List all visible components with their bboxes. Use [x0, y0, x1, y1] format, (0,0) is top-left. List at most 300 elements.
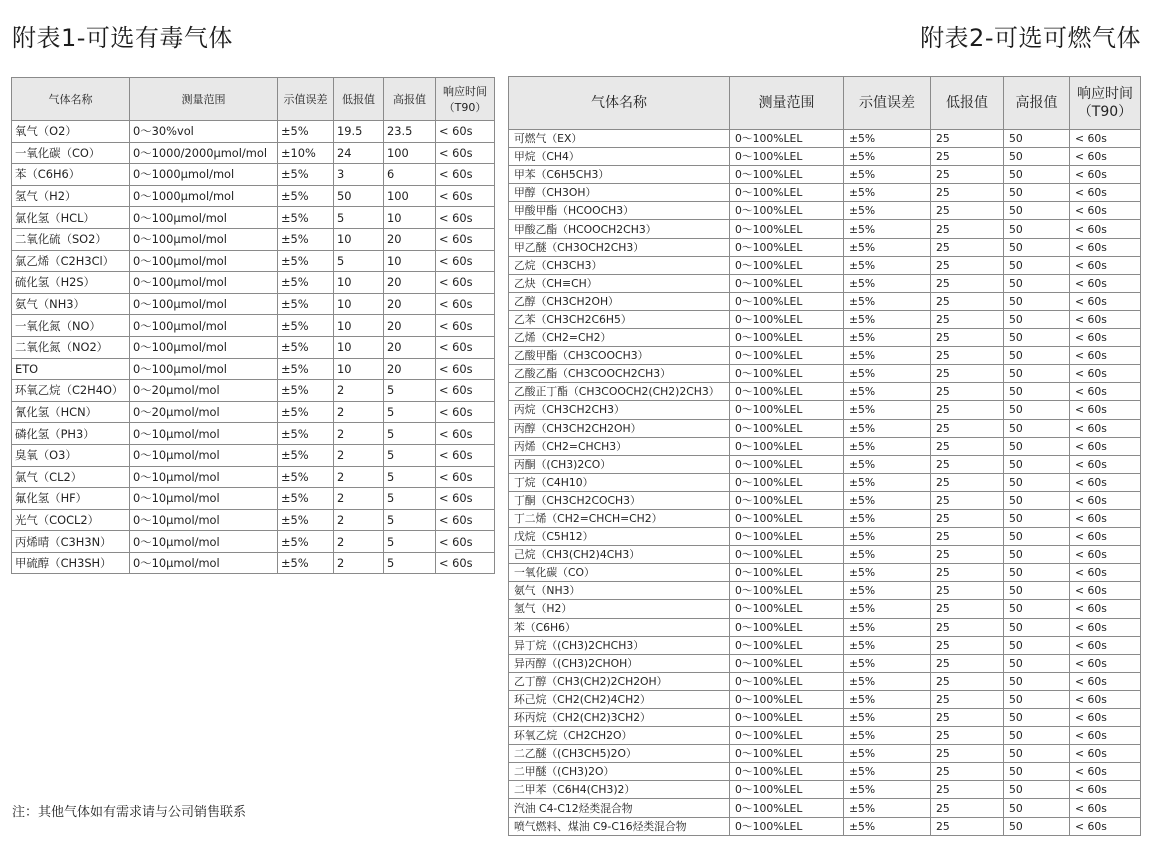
- table-cell: 0～100%LEL: [730, 401, 844, 419]
- table-row: [12, 444, 495, 466]
- table-cell: 2: [334, 380, 384, 402]
- table-cell: 0～10μmol/mol: [130, 552, 278, 574]
- table-cell: 0～100%LEL: [730, 383, 844, 401]
- table-cell: 50: [1004, 148, 1070, 166]
- table-cell: 25: [931, 274, 1004, 292]
- table-cell: 50: [1004, 799, 1070, 817]
- table-cell: 25: [931, 365, 1004, 383]
- table-row: [509, 130, 1141, 148]
- table-row: [509, 274, 1141, 292]
- column-header: 低报值: [334, 78, 384, 121]
- table-row: [509, 672, 1141, 690]
- table-cell: 2: [334, 401, 384, 423]
- table-cell: 0～100%LEL: [730, 310, 844, 328]
- table-cell: 0～100%LEL: [730, 799, 844, 817]
- table-cell: 氰化氢（HCN）: [12, 401, 130, 423]
- table-cell: 50: [1004, 365, 1070, 383]
- table-cell: ±5%: [844, 654, 931, 672]
- table-cell: 50: [1004, 491, 1070, 509]
- table-cell: < 60s: [1070, 727, 1141, 745]
- table-row: [12, 142, 495, 164]
- table-cell: < 60s: [1070, 546, 1141, 564]
- table-cell: ±5%: [844, 455, 931, 473]
- table-cell: < 60s: [1070, 383, 1141, 401]
- table-row: [509, 238, 1141, 256]
- table-cell: 50: [1004, 546, 1070, 564]
- table-cell: ±5%: [844, 799, 931, 817]
- table-cell: 0～20μmol/mol: [130, 380, 278, 402]
- table-cell: ±5%: [844, 636, 931, 654]
- table-cell: 一氧化氮（NO）: [12, 315, 130, 337]
- table-cell: 25: [931, 455, 1004, 473]
- table-cell: 50: [1004, 528, 1070, 546]
- table-cell: ±5%: [844, 745, 931, 763]
- table-cell: < 60s: [1070, 292, 1141, 310]
- column-header: 高报值: [1004, 77, 1070, 130]
- table-cell: 硫化氢（H2S）: [12, 272, 130, 294]
- table-cell: 23.5: [384, 121, 436, 143]
- table-row: [509, 618, 1141, 636]
- table-row: [509, 654, 1141, 672]
- table-cell: 0～1000/2000μmol/mol: [130, 142, 278, 164]
- table-cell: 2: [334, 423, 384, 445]
- table-cell: < 60s: [1070, 166, 1141, 184]
- table-cell: 50: [1004, 745, 1070, 763]
- table-cell: < 60s: [436, 488, 495, 510]
- table-cell: 5: [384, 509, 436, 531]
- table-cell: 25: [931, 202, 1004, 220]
- table-cell: 0～100%LEL: [730, 419, 844, 437]
- table-row: [12, 185, 495, 207]
- table-cell: < 60s: [436, 531, 495, 553]
- table-cell: ±5%: [278, 552, 334, 574]
- table-row: [12, 509, 495, 531]
- table-cell: 5: [384, 444, 436, 466]
- column-header: 示值误差: [278, 78, 334, 121]
- table-cell: 25: [931, 546, 1004, 564]
- table-cell: < 60s: [436, 401, 495, 423]
- table-cell: 0～100%LEL: [730, 781, 844, 799]
- table-cell: 0～100%LEL: [730, 130, 844, 148]
- table-cell: 5: [384, 531, 436, 553]
- table-cell: 10: [334, 336, 384, 358]
- table-cell: 50: [1004, 582, 1070, 600]
- table-cell: 0～100%LEL: [730, 618, 844, 636]
- table-cell: 戊烷（C5H12）: [509, 528, 730, 546]
- table-cell: 己烷（CH3(CH2)4CH3）: [509, 546, 730, 564]
- table-cell: 磷化氢（PH3）: [12, 423, 130, 445]
- table-cell: ±5%: [844, 528, 931, 546]
- table-cell: 25: [931, 654, 1004, 672]
- table-cell: 20: [384, 272, 436, 294]
- table-cell: 50: [1004, 564, 1070, 582]
- table-cell: 5: [384, 552, 436, 574]
- table-cell: 氨气（NH3）: [509, 582, 730, 600]
- column-header: 高报值: [384, 78, 436, 121]
- table-cell: 25: [931, 763, 1004, 781]
- table-cell: 乙烷（CH3CH3）: [509, 256, 730, 274]
- table-cell: 50: [1004, 184, 1070, 202]
- table-cell: 乙炔（CH≡CH）: [509, 274, 730, 292]
- table-cell: 10: [384, 250, 436, 272]
- table-cell: 50: [1004, 274, 1070, 292]
- table-cell: 甲苯（C6H5CH3）: [509, 166, 730, 184]
- table-cell: ±5%: [844, 817, 931, 835]
- table-cell: ±5%: [278, 164, 334, 186]
- table-cell: < 60s: [1070, 365, 1141, 383]
- table-cell: 25: [931, 130, 1004, 148]
- table-cell: 甲酸乙酯（HCOOCH2CH3）: [509, 220, 730, 238]
- table-cell: < 60s: [436, 164, 495, 186]
- table-cell: 0～100%LEL: [730, 564, 844, 582]
- table-cell: 0～100%LEL: [730, 329, 844, 347]
- table-cell: 25: [931, 491, 1004, 509]
- table-cell: 0～100%LEL: [730, 274, 844, 292]
- table-cell: < 60s: [436, 207, 495, 229]
- table-cell: < 60s: [1070, 618, 1141, 636]
- table-cell: < 60s: [1070, 256, 1141, 274]
- table-row: [509, 636, 1141, 654]
- table-cell: 苯（C6H6）: [12, 164, 130, 186]
- table-cell: 丙醇（CH3CH2CH2OH）: [509, 419, 730, 437]
- table-cell: 乙醇（CH3CH2OH）: [509, 292, 730, 310]
- table-cell: 25: [931, 347, 1004, 365]
- table-cell: 氯乙烯（C2H3Cl）: [12, 250, 130, 272]
- table-cell: < 60s: [1070, 817, 1141, 835]
- table-cell: 环己烷（CH2(CH2)4CH2）: [509, 690, 730, 708]
- table-cell: 二甲醚（(CH3)2O）: [509, 763, 730, 781]
- table-cell: 0～100%LEL: [730, 256, 844, 274]
- table-cell: 0～100%LEL: [730, 672, 844, 690]
- table-cell: 2: [334, 531, 384, 553]
- table-cell: 25: [931, 401, 1004, 419]
- table-cell: 25: [931, 582, 1004, 600]
- table-cell: 喷气燃料、煤油 C9-C16烃类混合物: [509, 817, 730, 835]
- table-cell: 氢气（H2）: [509, 600, 730, 618]
- column-header: 气体名称: [509, 77, 730, 130]
- table-cell: 25: [931, 329, 1004, 347]
- table-cell: 环氧乙烷（CH2CH2O）: [509, 727, 730, 745]
- table-cell: ±5%: [844, 709, 931, 727]
- table-cell: ±5%: [844, 509, 931, 527]
- table-cell: < 60s: [1070, 781, 1141, 799]
- table-row: [509, 166, 1141, 184]
- table-cell: 25: [931, 745, 1004, 763]
- table-cell: 10: [334, 358, 384, 380]
- table-cell: ±5%: [278, 466, 334, 488]
- column-header: 测量范围: [730, 77, 844, 130]
- table-cell: 光气（COCL2）: [12, 509, 130, 531]
- table-cell: 100: [384, 185, 436, 207]
- table-cell: < 60s: [1070, 582, 1141, 600]
- table-cell: ±5%: [278, 315, 334, 337]
- table-cell: 环丙烷（CH2(CH2)3CH2）: [509, 709, 730, 727]
- table-cell: 0～1000μmol/mol: [130, 164, 278, 186]
- table-cell: ±5%: [278, 509, 334, 531]
- table-cell: ±5%: [844, 437, 931, 455]
- table-row: [509, 437, 1141, 455]
- table-cell: 6: [384, 164, 436, 186]
- table-cell: < 60s: [1070, 184, 1141, 202]
- table-cell: 50: [1004, 690, 1070, 708]
- table-cell: ±5%: [844, 329, 931, 347]
- table-cell: < 60s: [1070, 419, 1141, 437]
- table-cell: < 60s: [436, 185, 495, 207]
- table-cell: < 60s: [436, 293, 495, 315]
- table-row: [509, 310, 1141, 328]
- table-cell: 甲酸甲酯（HCOOCH3）: [509, 202, 730, 220]
- table-cell: 25: [931, 419, 1004, 437]
- table-cell: 丁二烯（CH2=CHCH=CH2）: [509, 509, 730, 527]
- table-cell: 0～100%LEL: [730, 292, 844, 310]
- table-cell: 100: [384, 142, 436, 164]
- table-cell: ±5%: [844, 310, 931, 328]
- table-cell: 乙酸甲酯（CH3COOCH3）: [509, 347, 730, 365]
- table-row: [12, 358, 495, 380]
- toxic-gas-table: [11, 77, 495, 574]
- table-cell: 25: [931, 618, 1004, 636]
- table-row: [509, 329, 1141, 347]
- table-cell: ±10%: [278, 142, 334, 164]
- table-cell: 0～100%LEL: [730, 528, 844, 546]
- table-cell: 0～100%LEL: [730, 437, 844, 455]
- table-cell: ±5%: [844, 582, 931, 600]
- table-cell: 25: [931, 238, 1004, 256]
- table-cell: 0～100%LEL: [730, 600, 844, 618]
- table-cell: 0～100%LEL: [730, 473, 844, 491]
- table-row: [509, 582, 1141, 600]
- table-cell: ±5%: [844, 672, 931, 690]
- table-cell: 0～100%LEL: [730, 817, 844, 835]
- table-row: [509, 745, 1141, 763]
- table-row: [509, 419, 1141, 437]
- table-cell: 20: [384, 293, 436, 315]
- table-cell: 乙丁醇（CH3(CH2)2CH2OH）: [509, 672, 730, 690]
- table-cell: 0～10μmol/mol: [130, 509, 278, 531]
- table-cell: < 60s: [1070, 202, 1141, 220]
- table1-title: 附表1-可选有毒气体: [12, 24, 233, 52]
- table-cell: 丙酮（(CH3)2CO）: [509, 455, 730, 473]
- table-cell: 苯（C6H6）: [509, 618, 730, 636]
- table-cell: 0～100μmol/mol: [130, 315, 278, 337]
- table-cell: ±5%: [844, 365, 931, 383]
- table-row: [509, 546, 1141, 564]
- table-cell: ±5%: [844, 781, 931, 799]
- table-row: [12, 401, 495, 423]
- table-cell: 0～100%LEL: [730, 654, 844, 672]
- table-row: [12, 272, 495, 294]
- table-row: [509, 528, 1141, 546]
- table-row: [12, 228, 495, 250]
- table-cell: 25: [931, 528, 1004, 546]
- table-cell: 20: [384, 315, 436, 337]
- table-cell: ±5%: [844, 238, 931, 256]
- table-cell: 二甲苯（C6H4(CH3)2）: [509, 781, 730, 799]
- table-cell: 丙烯晴（C3H3N）: [12, 531, 130, 553]
- table-cell: 环氧乙烷（C2H4O）: [12, 380, 130, 402]
- column-header: 示值误差: [844, 77, 931, 130]
- table-cell: 50: [1004, 455, 1070, 473]
- table-cell: 乙酸正丁酯（CH3COOCH2(CH2)2CH3）: [509, 383, 730, 401]
- table-cell: ±5%: [278, 207, 334, 229]
- table-cell: 50: [1004, 383, 1070, 401]
- table-cell: 丙烯（CH2=CHCH3）: [509, 437, 730, 455]
- table-cell: ±5%: [844, 727, 931, 745]
- table-cell: < 60s: [436, 336, 495, 358]
- table-cell: 50: [1004, 509, 1070, 527]
- table-cell: < 60s: [1070, 130, 1141, 148]
- table-cell: 50: [1004, 130, 1070, 148]
- table-cell: ±5%: [844, 184, 931, 202]
- table-cell: 50: [1004, 636, 1070, 654]
- table-cell: 25: [931, 781, 1004, 799]
- table-row: [12, 423, 495, 445]
- table-row: [509, 455, 1141, 473]
- footnote: 注：其他气体如有需求请与公司销售联系: [12, 805, 247, 820]
- table-cell: ±5%: [278, 380, 334, 402]
- table-cell: ±5%: [278, 401, 334, 423]
- table-cell: < 60s: [1070, 564, 1141, 582]
- table-cell: 甲硫醇（CH3SH）: [12, 552, 130, 574]
- table-cell: 10: [334, 293, 384, 315]
- table-cell: 50: [1004, 672, 1070, 690]
- table-cell: 氟化氢（HF）: [12, 488, 130, 510]
- table-cell: ±5%: [844, 564, 931, 582]
- table-cell: 可燃气（EX）: [509, 130, 730, 148]
- table-row: [509, 491, 1141, 509]
- table-cell: 5: [384, 466, 436, 488]
- table-cell: 25: [931, 564, 1004, 582]
- table-cell: ±5%: [278, 444, 334, 466]
- table-row: [12, 380, 495, 402]
- table-cell: 0～100μmol/mol: [130, 207, 278, 229]
- table-cell: ±5%: [278, 531, 334, 553]
- table-cell: < 60s: [436, 509, 495, 531]
- table-cell: 0～100%LEL: [730, 184, 844, 202]
- table-cell: ±5%: [278, 423, 334, 445]
- table-cell: < 60s: [436, 315, 495, 337]
- table-cell: 25: [931, 636, 1004, 654]
- table-cell: < 60s: [436, 142, 495, 164]
- table-cell: ±5%: [844, 202, 931, 220]
- table-cell: 0～100%LEL: [730, 582, 844, 600]
- table-cell: 19.5: [334, 121, 384, 143]
- table-cell: 50: [1004, 709, 1070, 727]
- table-cell: < 60s: [1070, 329, 1141, 347]
- column-header: 气体名称: [12, 78, 130, 121]
- table-cell: 0～100μmol/mol: [130, 250, 278, 272]
- table-cell: < 60s: [1070, 509, 1141, 527]
- table-cell: 20: [384, 336, 436, 358]
- table-cell: 25: [931, 600, 1004, 618]
- table-cell: 0～100%LEL: [730, 347, 844, 365]
- table-cell: 0～100%LEL: [730, 202, 844, 220]
- table-cell: 50: [1004, 817, 1070, 835]
- table-cell: 0～100μmol/mol: [130, 336, 278, 358]
- table-row: [509, 365, 1141, 383]
- table-cell: < 60s: [436, 423, 495, 445]
- column-header: 测量范围: [130, 78, 278, 121]
- table-cell: < 60s: [436, 228, 495, 250]
- table-cell: 甲烷（CH4）: [509, 148, 730, 166]
- table-cell: < 60s: [1070, 347, 1141, 365]
- table-cell: ±5%: [844, 274, 931, 292]
- table-cell: < 60s: [1070, 220, 1141, 238]
- table-cell: ±5%: [844, 618, 931, 636]
- table-cell: 50: [1004, 202, 1070, 220]
- table-cell: 0～100%LEL: [730, 546, 844, 564]
- table-cell: 0～100%LEL: [730, 166, 844, 184]
- table-cell: < 60s: [436, 466, 495, 488]
- table-cell: 0～30%vol: [130, 121, 278, 143]
- table-cell: ±5%: [844, 401, 931, 419]
- table-cell: < 60s: [1070, 455, 1141, 473]
- table-cell: 5: [384, 423, 436, 445]
- table-cell: 氯化氢（HCL）: [12, 207, 130, 229]
- table-cell: 2: [334, 552, 384, 574]
- table-cell: 二氧化氮（NO2）: [12, 336, 130, 358]
- table-cell: < 60s: [436, 552, 495, 574]
- table-cell: 0～100%LEL: [730, 509, 844, 527]
- table-cell: 25: [931, 383, 1004, 401]
- table-cell: 25: [931, 817, 1004, 835]
- table-cell: 50: [1004, 401, 1070, 419]
- table-cell: 50: [1004, 654, 1070, 672]
- table-cell: 5: [384, 380, 436, 402]
- table-cell: 0～100μmol/mol: [130, 272, 278, 294]
- table-cell: 50: [1004, 437, 1070, 455]
- table-cell: 0～1000μmol/mol: [130, 185, 278, 207]
- table-row: [509, 347, 1141, 365]
- table-cell: < 60s: [436, 380, 495, 402]
- column-header: 低报值: [931, 77, 1004, 130]
- table-row: [12, 250, 495, 272]
- table-cell: ±5%: [278, 358, 334, 380]
- table-cell: 50: [1004, 419, 1070, 437]
- table-cell: < 60s: [1070, 672, 1141, 690]
- table-row: [509, 509, 1141, 527]
- table-cell: 一氧化碳（CO）: [509, 564, 730, 582]
- table-cell: 5: [334, 207, 384, 229]
- table-cell: 25: [931, 672, 1004, 690]
- table-cell: 0～100%LEL: [730, 727, 844, 745]
- table-cell: 50: [1004, 347, 1070, 365]
- table-cell: 25: [931, 166, 1004, 184]
- table-row: [12, 293, 495, 315]
- table-row: [12, 336, 495, 358]
- combustible-gas-table: [508, 76, 1141, 836]
- table-cell: 50: [1004, 763, 1070, 781]
- table-cell: < 60s: [1070, 491, 1141, 509]
- table-cell: ±5%: [278, 336, 334, 358]
- table-cell: 氨气（NH3）: [12, 293, 130, 315]
- table-cell: < 60s: [436, 250, 495, 272]
- table-cell: 2: [334, 488, 384, 510]
- table-cell: < 60s: [1070, 473, 1141, 491]
- table-cell: < 60s: [1070, 709, 1141, 727]
- table-cell: 25: [931, 709, 1004, 727]
- table-cell: ±5%: [278, 293, 334, 315]
- table-row: [509, 256, 1141, 274]
- table-cell: < 60s: [436, 272, 495, 294]
- table-row: [12, 552, 495, 574]
- table-cell: < 60s: [1070, 690, 1141, 708]
- table-cell: 氢气（H2）: [12, 185, 130, 207]
- table-cell: 乙烯（CH2=CH2）: [509, 329, 730, 347]
- table-cell: 50: [1004, 727, 1070, 745]
- table-cell: 25: [931, 148, 1004, 166]
- table-cell: < 60s: [1070, 274, 1141, 292]
